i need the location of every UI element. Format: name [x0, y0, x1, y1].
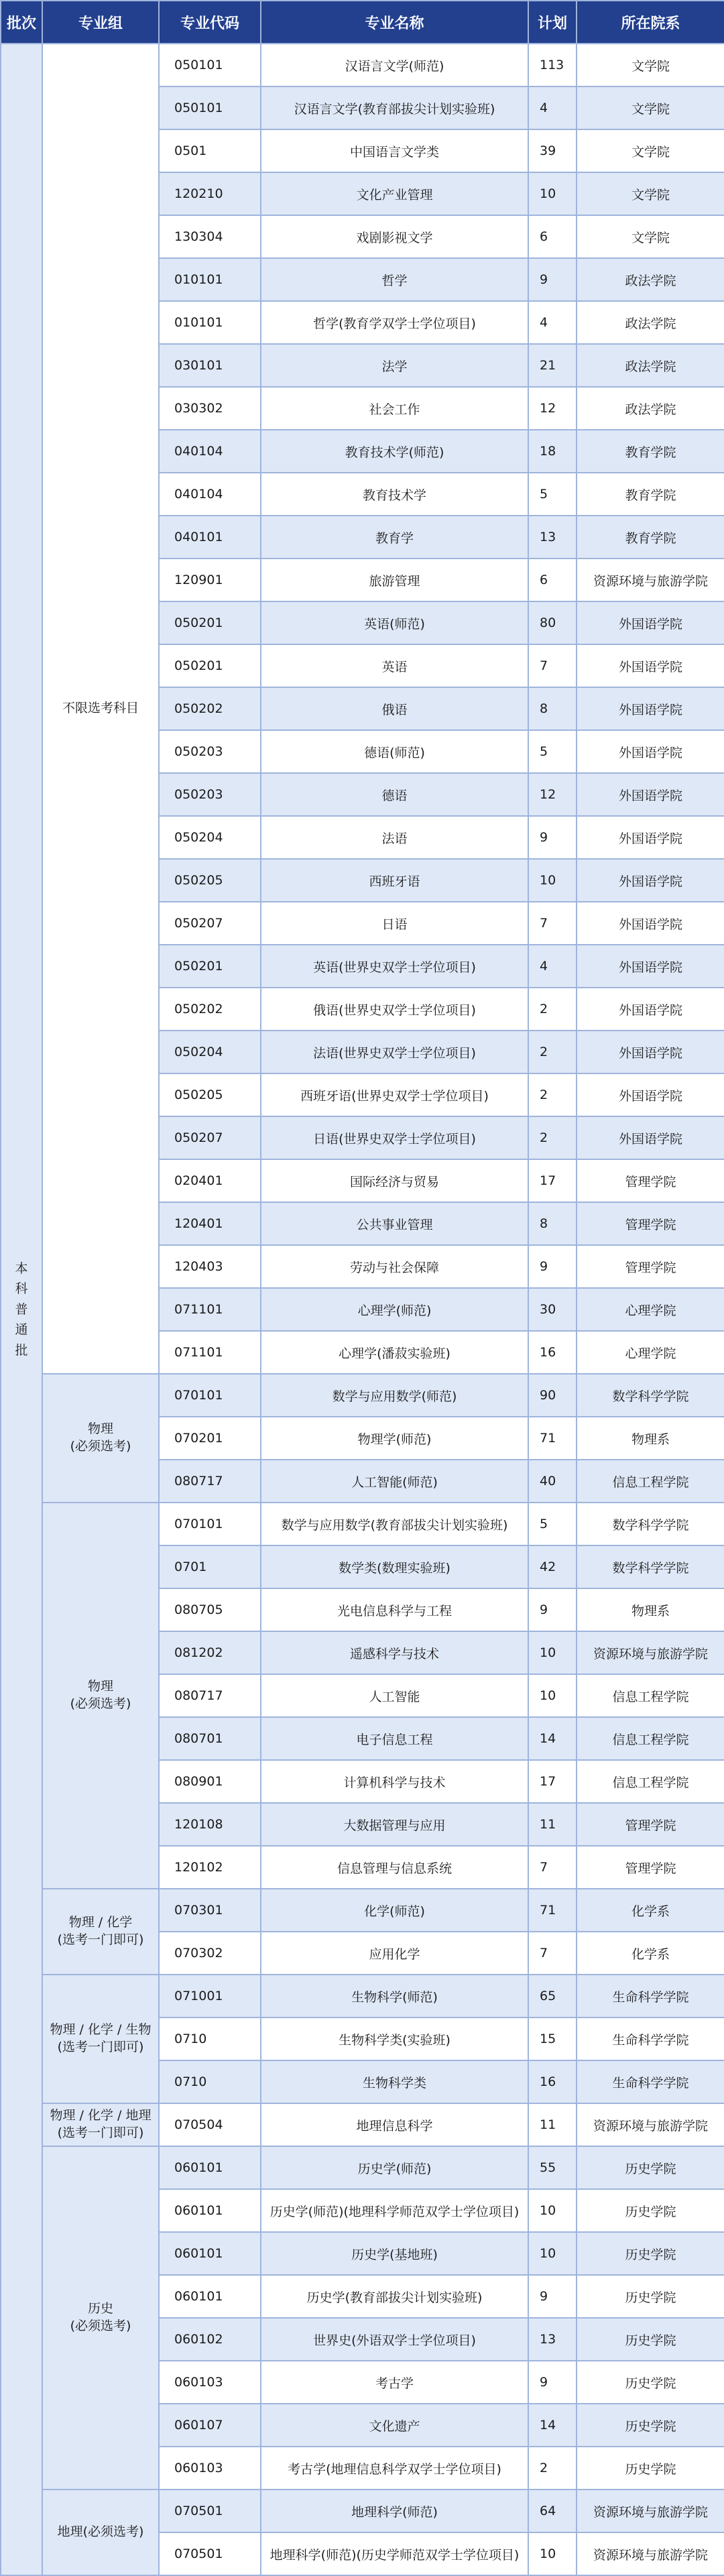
plan-count-cell: 90	[528, 1374, 577, 1417]
major-code-cell: 010101	[159, 301, 261, 344]
major-name-cell: 英语	[261, 644, 528, 687]
major-code-cell: 060102	[159, 2318, 261, 2361]
major-name-cell: 人工智能	[261, 1674, 528, 1717]
major-name-cell: 劳动与社会保障	[261, 1245, 528, 1288]
plan-count-cell: 10	[528, 2232, 577, 2275]
major-name-cell: 教育技术学(师范)	[261, 430, 528, 473]
department-cell: 生命科学学院	[577, 2060, 724, 2103]
department-cell: 管理学院	[577, 1202, 724, 1245]
plan-count-cell: 4	[528, 301, 577, 344]
major-name-cell: 西班牙语(世界史双学士学位项目)	[261, 1073, 528, 1116]
major-code-cell: 060101	[159, 2232, 261, 2275]
major-name-cell: 日语	[261, 902, 528, 945]
major-name-cell: 汉语言文学(师范)	[261, 44, 528, 86]
department-cell: 心理学院	[577, 1288, 724, 1331]
major-name-cell: 文化产业管理	[261, 172, 528, 215]
major-name-cell: 戏剧影视文学	[261, 215, 528, 258]
major-code-cell: 050101	[159, 44, 261, 86]
department-cell: 物理系	[577, 1588, 724, 1631]
plan-count-cell: 39	[528, 129, 577, 172]
plan-count-cell: 16	[528, 1331, 577, 1374]
major-code-cell: 060103	[159, 2447, 261, 2490]
table-row	[1, 1503, 724, 1545]
plan-count-cell: 64	[528, 2490, 577, 2532]
department-cell: 信息工程学院	[577, 1460, 724, 1503]
plan-count-cell: 2	[528, 1031, 577, 1073]
department-cell: 历史学院	[577, 2189, 724, 2232]
major-name-cell: 大数据管理与应用	[261, 1803, 528, 1846]
table-row	[1, 1975, 724, 2017]
plan-count-cell: 2	[528, 2447, 577, 2490]
plan-count-cell: 16	[528, 2060, 577, 2103]
plan-count-cell: 5	[528, 730, 577, 773]
major-code-cell: 070301	[159, 1889, 261, 1932]
major-code-cell: 030302	[159, 387, 261, 430]
major-name-cell: 俄语(世界史双学士学位项目)	[261, 988, 528, 1031]
department-cell: 外国语学院	[577, 859, 724, 902]
major-code-cell: 070101	[159, 1374, 261, 1417]
department-cell: 心理学院	[577, 1331, 724, 1374]
major-name-cell: 生物科学类(实验班)	[261, 2017, 528, 2060]
header-dept: 所在院系	[577, 1, 724, 44]
department-cell: 数学科学学院	[577, 1503, 724, 1545]
major-name-cell: 信息管理与信息系统	[261, 1846, 528, 1889]
major-code-cell: 040104	[159, 473, 261, 516]
major-code-cell: 050201	[159, 601, 261, 644]
header-code: 专业代码	[159, 1, 261, 44]
plan-count-cell: 6	[528, 215, 577, 258]
major-code-cell: 050201	[159, 945, 261, 988]
header-group: 专业组	[42, 1, 159, 44]
major-name-cell: 地理信息科学	[261, 2103, 528, 2146]
plan-count-cell: 7	[528, 902, 577, 945]
major-code-cell: 120102	[159, 1846, 261, 1889]
group-cell: 物理 (必须选考)	[42, 1374, 159, 1503]
major-name-cell: 哲学(教育学双学士学位项目)	[261, 301, 528, 344]
department-cell: 物理系	[577, 1417, 724, 1460]
department-cell: 化学系	[577, 1889, 724, 1932]
department-cell: 资源环境与旅游学院	[577, 1631, 724, 1674]
plan-count-cell: 21	[528, 344, 577, 387]
department-cell: 历史学院	[577, 2275, 724, 2318]
major-name-cell: 地理科学(师范)(历史学师范双学士学位项目)	[261, 2532, 528, 2575]
department-cell: 外国语学院	[577, 988, 724, 1031]
major-code-cell: 070504	[159, 2103, 261, 2146]
department-cell: 生命科学学院	[577, 1975, 724, 2017]
plan-count-cell: 10	[528, 2532, 577, 2575]
major-code-cell: 060101	[159, 2146, 261, 2189]
plan-count-cell: 18	[528, 430, 577, 473]
major-name-cell: 考古学(地理信息科学双学士学位项目)	[261, 2447, 528, 2490]
major-code-cell: 081202	[159, 1631, 261, 1674]
department-cell: 管理学院	[577, 1846, 724, 1889]
major-code-cell: 071001	[159, 1975, 261, 2017]
department-cell: 外国语学院	[577, 1116, 724, 1159]
plan-count-cell: 9	[528, 816, 577, 859]
plan-count-cell: 11	[528, 1803, 577, 1846]
plan-count-cell: 13	[528, 516, 577, 559]
table-row	[1, 2490, 724, 2532]
major-code-cell: 070501	[159, 2532, 261, 2575]
major-name-cell: 法语(世界史双学士学位项目)	[261, 1031, 528, 1073]
department-cell: 资源环境与旅游学院	[577, 2103, 724, 2146]
major-code-cell: 040104	[159, 430, 261, 473]
department-cell: 信息工程学院	[577, 1674, 724, 1717]
major-code-cell: 060107	[159, 2404, 261, 2447]
major-code-cell: 080717	[159, 1674, 261, 1717]
department-cell: 文学院	[577, 86, 724, 129]
plan-count-cell: 4	[528, 945, 577, 988]
plan-count-cell: 71	[528, 1889, 577, 1932]
major-name-cell: 人工智能(师范)	[261, 1460, 528, 1503]
major-code-cell: 050201	[159, 644, 261, 687]
major-code-cell: 050202	[159, 988, 261, 1031]
plan-count-cell: 7	[528, 644, 577, 687]
department-cell: 教育学院	[577, 516, 724, 559]
plan-count-cell: 10	[528, 172, 577, 215]
department-cell: 外国语学院	[577, 945, 724, 988]
department-cell: 外国语学院	[577, 1073, 724, 1116]
department-cell: 教育学院	[577, 473, 724, 516]
department-cell: 历史学院	[577, 2318, 724, 2361]
plan-count-cell: 11	[528, 2103, 577, 2146]
group-cell: 物理 / 化学 / 生物 (选考一门即可)	[42, 1975, 159, 2103]
group-cell: 物理 / 化学 / 地理 (选考一门即可)	[42, 2103, 159, 2146]
plan-count-cell: 80	[528, 601, 577, 644]
major-name-cell: 文化遗产	[261, 2404, 528, 2447]
department-cell: 资源环境与旅游学院	[577, 2490, 724, 2532]
department-cell: 教育学院	[577, 430, 724, 473]
header-plan: 计划	[528, 1, 577, 44]
plan-count-cell: 2	[528, 988, 577, 1031]
major-code-cell: 120210	[159, 172, 261, 215]
plan-count-cell: 2	[528, 1116, 577, 1159]
major-code-cell: 0710	[159, 2060, 261, 2103]
major-code-cell: 120901	[159, 559, 261, 601]
major-name-cell: 德语(师范)	[261, 730, 528, 773]
plan-count-cell: 30	[528, 1288, 577, 1331]
batch-cell: 本科普通批	[1, 44, 42, 2575]
major-name-cell: 社会工作	[261, 387, 528, 430]
major-name-cell: 俄语	[261, 687, 528, 730]
department-cell: 生命科学学院	[577, 2017, 724, 2060]
major-name-cell: 电子信息工程	[261, 1717, 528, 1760]
major-name-cell: 地理科学(师范)	[261, 2490, 528, 2532]
major-name-cell: 法语	[261, 816, 528, 859]
plan-count-cell: 55	[528, 2146, 577, 2189]
major-code-cell: 050203	[159, 730, 261, 773]
major-name-cell: 心理学(师范)	[261, 1288, 528, 1331]
department-cell: 历史学院	[577, 2447, 724, 2490]
department-cell: 政法学院	[577, 387, 724, 430]
major-name-cell: 化学(师范)	[261, 1889, 528, 1932]
department-cell: 历史学院	[577, 2146, 724, 2189]
major-code-cell: 071101	[159, 1288, 261, 1331]
major-code-cell: 010101	[159, 258, 261, 301]
major-name-cell: 公共事业管理	[261, 1202, 528, 1245]
major-code-cell: 020401	[159, 1159, 261, 1202]
major-code-cell: 0710	[159, 2017, 261, 2060]
major-code-cell: 070302	[159, 1932, 261, 1975]
plan-count-cell: 12	[528, 387, 577, 430]
plan-count-cell: 7	[528, 1846, 577, 1889]
plan-count-cell: 10	[528, 1631, 577, 1674]
major-name-cell: 心理学(潘菽实验班)	[261, 1331, 528, 1374]
major-name-cell: 数学与应用数学(教育部拔尖计划实验班)	[261, 1503, 528, 1545]
plan-count-cell: 15	[528, 2017, 577, 2060]
major-name-cell: 西班牙语	[261, 859, 528, 902]
department-cell: 外国语学院	[577, 601, 724, 644]
department-cell: 文学院	[577, 44, 724, 86]
plan-count-cell: 10	[528, 2189, 577, 2232]
plan-count-cell: 2	[528, 1073, 577, 1116]
plan-count-cell: 4	[528, 86, 577, 129]
group-cell: 历史 (必须选考)	[42, 2146, 159, 2490]
major-code-cell: 130304	[159, 215, 261, 258]
plan-count-cell: 7	[528, 1932, 577, 1975]
major-code-cell: 050205	[159, 859, 261, 902]
major-code-cell: 050101	[159, 86, 261, 129]
major-code-cell: 070201	[159, 1417, 261, 1460]
department-cell: 历史学院	[577, 2232, 724, 2275]
major-name-cell: 法学	[261, 344, 528, 387]
department-cell: 政法学院	[577, 344, 724, 387]
plan-count-cell: 65	[528, 1975, 577, 2017]
major-code-cell: 030101	[159, 344, 261, 387]
major-name-cell: 日语(世界史双学士学位项目)	[261, 1116, 528, 1159]
department-cell: 信息工程学院	[577, 1717, 724, 1760]
major-code-cell: 050205	[159, 1073, 261, 1116]
major-name-cell: 数学与应用数学(师范)	[261, 1374, 528, 1417]
major-code-cell: 050202	[159, 687, 261, 730]
table-header-row	[1, 1, 724, 44]
major-code-cell: 050203	[159, 773, 261, 816]
plan-count-cell: 113	[528, 44, 577, 86]
major-code-cell: 120403	[159, 1245, 261, 1288]
major-name-cell: 历史学(教育部拔尖计划实验班)	[261, 2275, 528, 2318]
major-name-cell: 应用化学	[261, 1932, 528, 1975]
major-code-cell: 050207	[159, 902, 261, 945]
major-code-cell: 0701	[159, 1545, 261, 1588]
major-name-cell: 历史学(师范)	[261, 2146, 528, 2189]
major-code-cell: 120401	[159, 1202, 261, 1245]
table-row	[1, 2146, 724, 2189]
plan-count-cell: 5	[528, 473, 577, 516]
major-code-cell: 060101	[159, 2189, 261, 2232]
major-name-cell: 物理学(师范)	[261, 1417, 528, 1460]
major-name-cell: 德语	[261, 773, 528, 816]
plan-count-cell: 17	[528, 1159, 577, 1202]
major-name-cell: 生物科学(师范)	[261, 1975, 528, 2017]
major-name-cell: 中国语言文学类	[261, 129, 528, 172]
plan-count-cell: 71	[528, 1417, 577, 1460]
major-name-cell: 哲学	[261, 258, 528, 301]
plan-count-cell: 17	[528, 1760, 577, 1803]
table-row	[1, 1374, 724, 1417]
department-cell: 管理学院	[577, 1159, 724, 1202]
major-name-cell: 旅游管理	[261, 559, 528, 601]
table-body	[1, 44, 724, 2575]
major-name-cell: 历史学(基地班)	[261, 2232, 528, 2275]
department-cell: 外国语学院	[577, 902, 724, 945]
department-cell: 数学科学学院	[577, 1545, 724, 1588]
plan-count-cell: 14	[528, 1717, 577, 1760]
header-name: 专业名称	[261, 1, 528, 44]
plan-count-cell: 9	[528, 1245, 577, 1288]
major-name-cell: 国际经济与贸易	[261, 1159, 528, 1202]
major-name-cell: 考古学	[261, 2361, 528, 2404]
department-cell: 历史学院	[577, 2404, 724, 2447]
plan-count-cell: 9	[528, 2275, 577, 2318]
major-name-cell: 世界史(外语双学士学位项目)	[261, 2318, 528, 2361]
major-name-cell: 数学类(数理实验班)	[261, 1545, 528, 1588]
plan-count-cell: 40	[528, 1460, 577, 1503]
department-cell: 外国语学院	[577, 773, 724, 816]
major-name-cell: 遥感科学与技术	[261, 1631, 528, 1674]
major-name-cell: 计算机科学与技术	[261, 1760, 528, 1803]
major-code-cell: 120108	[159, 1803, 261, 1846]
major-code-cell: 050207	[159, 1116, 261, 1159]
major-name-cell: 汉语言文学(教育部拔尖计划实验班)	[261, 86, 528, 129]
major-code-cell: 070501	[159, 2490, 261, 2532]
major-code-cell: 070101	[159, 1503, 261, 1545]
major-code-cell: 080705	[159, 1588, 261, 1631]
major-name-cell: 光电信息科学与工程	[261, 1588, 528, 1631]
major-code-cell: 080701	[159, 1717, 261, 1760]
plan-count-cell: 10	[528, 859, 577, 902]
department-cell: 外国语学院	[577, 1031, 724, 1073]
major-code-cell: 060103	[159, 2361, 261, 2404]
department-cell: 文学院	[577, 215, 724, 258]
plan-count-cell: 13	[528, 2318, 577, 2361]
plan-count-cell: 9	[528, 1588, 577, 1631]
major-code-cell: 050204	[159, 816, 261, 859]
plan-count-cell: 5	[528, 1503, 577, 1545]
major-code-cell: 060101	[159, 2275, 261, 2318]
major-name-cell: 生物科学类	[261, 2060, 528, 2103]
department-cell: 化学系	[577, 1932, 724, 1975]
department-cell: 资源环境与旅游学院	[577, 559, 724, 601]
department-cell: 政法学院	[577, 301, 724, 344]
department-cell: 文学院	[577, 129, 724, 172]
group-cell: 地理(必须选考)	[42, 2490, 159, 2575]
major-code-cell: 050204	[159, 1031, 261, 1073]
major-code-cell: 0501	[159, 129, 261, 172]
major-code-cell: 080717	[159, 1460, 261, 1503]
group-cell: 物理 (必须选考)	[42, 1503, 159, 1889]
major-name-cell: 历史学(师范)(地理科学师范双学士学位项目)	[261, 2189, 528, 2232]
major-code-cell: 040101	[159, 516, 261, 559]
department-cell: 管理学院	[577, 1245, 724, 1288]
plan-count-cell: 10	[528, 1674, 577, 1717]
major-code-cell: 080901	[159, 1760, 261, 1803]
table-row	[1, 1889, 724, 1932]
department-cell: 外国语学院	[577, 816, 724, 859]
department-cell: 信息工程学院	[577, 1760, 724, 1803]
plan-count-cell: 8	[528, 1202, 577, 1245]
plan-count-cell: 42	[528, 1545, 577, 1588]
plan-count-cell: 8	[528, 687, 577, 730]
major-name-cell: 英语(世界史双学士学位项目)	[261, 945, 528, 988]
department-cell: 数学科学学院	[577, 1374, 724, 1417]
department-cell: 外国语学院	[577, 687, 724, 730]
department-cell: 资源环境与旅游学院	[577, 2532, 724, 2575]
department-cell: 历史学院	[577, 2361, 724, 2404]
plan-count-cell: 9	[528, 258, 577, 301]
table-row	[1, 44, 724, 86]
major-name-cell: 教育学	[261, 516, 528, 559]
plan-count-cell: 14	[528, 2404, 577, 2447]
major-name-cell: 英语(师范)	[261, 601, 528, 644]
department-cell: 政法学院	[577, 258, 724, 301]
plan-count-cell: 9	[528, 2361, 577, 2404]
group-cell: 物理 / 化学 (选考一门即可)	[42, 1889, 159, 1975]
group-cell: 不限选考科目	[42, 44, 159, 1374]
department-cell: 外国语学院	[577, 730, 724, 773]
header-batch: 批次	[1, 1, 42, 44]
plan-count-cell: 12	[528, 773, 577, 816]
major-name-cell: 教育技术学	[261, 473, 528, 516]
major-code-cell: 071101	[159, 1331, 261, 1374]
table-row	[1, 2103, 724, 2146]
department-cell: 文学院	[577, 172, 724, 215]
plan-count-cell: 6	[528, 559, 577, 601]
department-cell: 管理学院	[577, 1803, 724, 1846]
department-cell: 外国语学院	[577, 644, 724, 687]
